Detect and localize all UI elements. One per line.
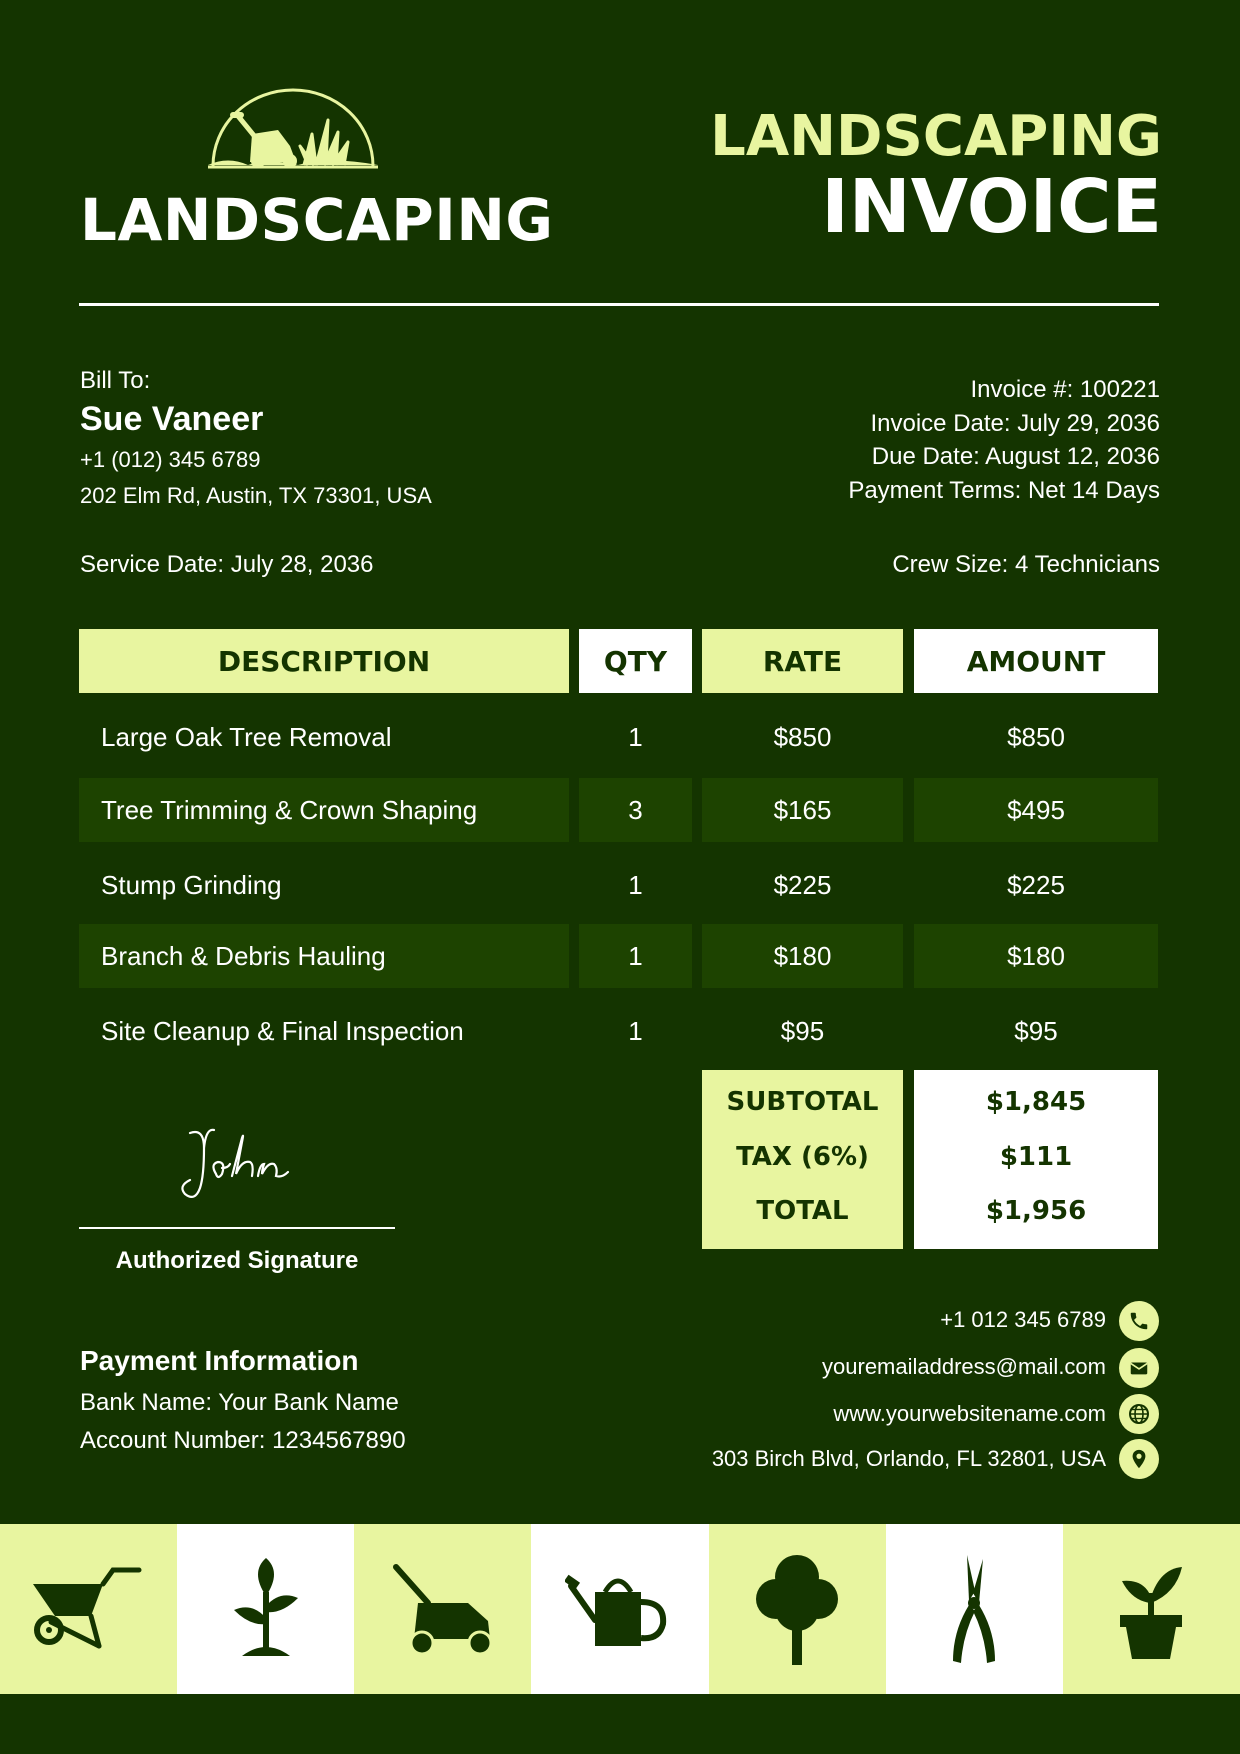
lawn-mower-arch-icon	[208, 86, 378, 172]
table-cell-qty: 1	[579, 924, 692, 988]
contact-website: www.yourwebsitename.com	[833, 1401, 1106, 1426]
tree-icon	[752, 1551, 842, 1667]
table-cell-amount: $225	[1007, 869, 1065, 900]
account-number: Account Number: 1234567890	[80, 1427, 406, 1454]
service-date: Service Date: July 28, 2036	[80, 551, 374, 578]
wheelbarrow-icon	[29, 1564, 149, 1654]
bank-name: Bank Name: Your Bank Name	[80, 1389, 399, 1416]
email-icon	[1119, 1348, 1159, 1388]
table-cell-amount: $95	[1014, 1015, 1058, 1046]
contact-address: 303 Birch Blvd, Orlando, FL 32801, USA	[711, 1446, 1106, 1471]
header-divider	[79, 303, 1159, 306]
table-cell-description: Branch & Debris Hauling	[79, 924, 569, 988]
payment-info-title: Payment Information	[80, 1345, 359, 1376]
tax-label: TAX (6%)	[736, 1142, 869, 1172]
client-phone: +1 (012) 345 6789	[80, 447, 261, 472]
footer-tile	[354, 1524, 531, 1694]
client-name: Sue Vaneer	[80, 400, 264, 438]
footer-tile	[0, 1524, 177, 1694]
table-cell-rate: $95	[780, 1015, 825, 1046]
crew-size: Crew Size: 4 Technicians	[892, 551, 1160, 578]
handwritten-signature	[170, 1118, 310, 1208]
invoice-number: Invoice #: 100221	[970, 376, 1160, 403]
table-cell-qty: 1	[628, 721, 643, 752]
table-header-amount: AMOUNT	[914, 629, 1158, 693]
table-cell-rate: $180	[702, 924, 903, 988]
table-cell-description: Site Cleanup & Final Inspection	[101, 1015, 464, 1046]
table-cell-qty: 1	[628, 1015, 643, 1046]
total-value: $1,956	[985, 1196, 1087, 1226]
table-cell-qty: 1	[628, 869, 643, 900]
invoice-title-top: LANDSCAPING	[710, 104, 1162, 169]
table-header-rate: RATE	[702, 629, 903, 693]
table-cell-amount: $180	[914, 924, 1158, 988]
potted-plant-icon	[1116, 1557, 1186, 1661]
globe-icon	[1119, 1394, 1159, 1434]
contact-email: youremailaddress@mail.com	[822, 1354, 1106, 1379]
contact-phone: +1 012 345 6789	[940, 1307, 1106, 1332]
footer-tile	[886, 1524, 1063, 1694]
table-header-qty: QTY	[579, 629, 692, 693]
table-cell-qty: 3	[579, 778, 692, 842]
subtotal-label: SUBTOTAL	[726, 1087, 879, 1117]
footer-tile	[531, 1524, 708, 1694]
due-date: Due Date: August 12, 2036	[871, 443, 1160, 470]
map-pin-icon	[1119, 1439, 1159, 1479]
table-cell-amount: $850	[1007, 721, 1065, 752]
table-cell-amount: $495	[914, 778, 1158, 842]
total-label: TOTAL	[756, 1196, 849, 1226]
client-address: 202 Elm Rd, Austin, TX 73301, USA	[80, 483, 432, 508]
payment-terms: Payment Terms: Net 14 Days	[848, 477, 1160, 504]
bill-to-label: Bill To:	[80, 367, 151, 394]
lawn-mower-icon	[388, 1559, 498, 1659]
footer-tile	[1063, 1524, 1240, 1694]
footer-tile	[177, 1524, 354, 1694]
table-cell-rate: $225	[773, 869, 832, 900]
brand-name: LANDSCAPING	[80, 186, 554, 254]
totals-labels	[702, 1070, 903, 1249]
footer-tile	[709, 1524, 886, 1694]
signature-label: Authorized Signature	[115, 1247, 359, 1274]
subtotal-value: $1,845	[985, 1087, 1087, 1117]
invoice-date: Invoice Date: July 29, 2036	[870, 410, 1160, 437]
table-cell-rate: $850	[773, 721, 832, 752]
table-header-description: DESCRIPTION	[79, 629, 569, 693]
invoice-title: INVOICE	[821, 164, 1162, 250]
table-cell-rate: $165	[702, 778, 903, 842]
totals-values	[914, 1070, 1158, 1249]
table-cell-description: Tree Trimming & Crown Shaping	[79, 778, 569, 842]
watering-can-icon	[565, 1564, 675, 1654]
footer-icon-strip	[0, 1524, 1240, 1694]
tax-value: $111	[999, 1142, 1073, 1172]
signature-line	[79, 1227, 395, 1229]
table-cell-description: Large Oak Tree Removal	[101, 721, 392, 752]
table-cell-description: Stump Grinding	[101, 869, 282, 900]
phone-icon	[1119, 1301, 1159, 1341]
pruning-shears-icon	[939, 1551, 1009, 1667]
sprout-icon	[226, 1554, 306, 1664]
